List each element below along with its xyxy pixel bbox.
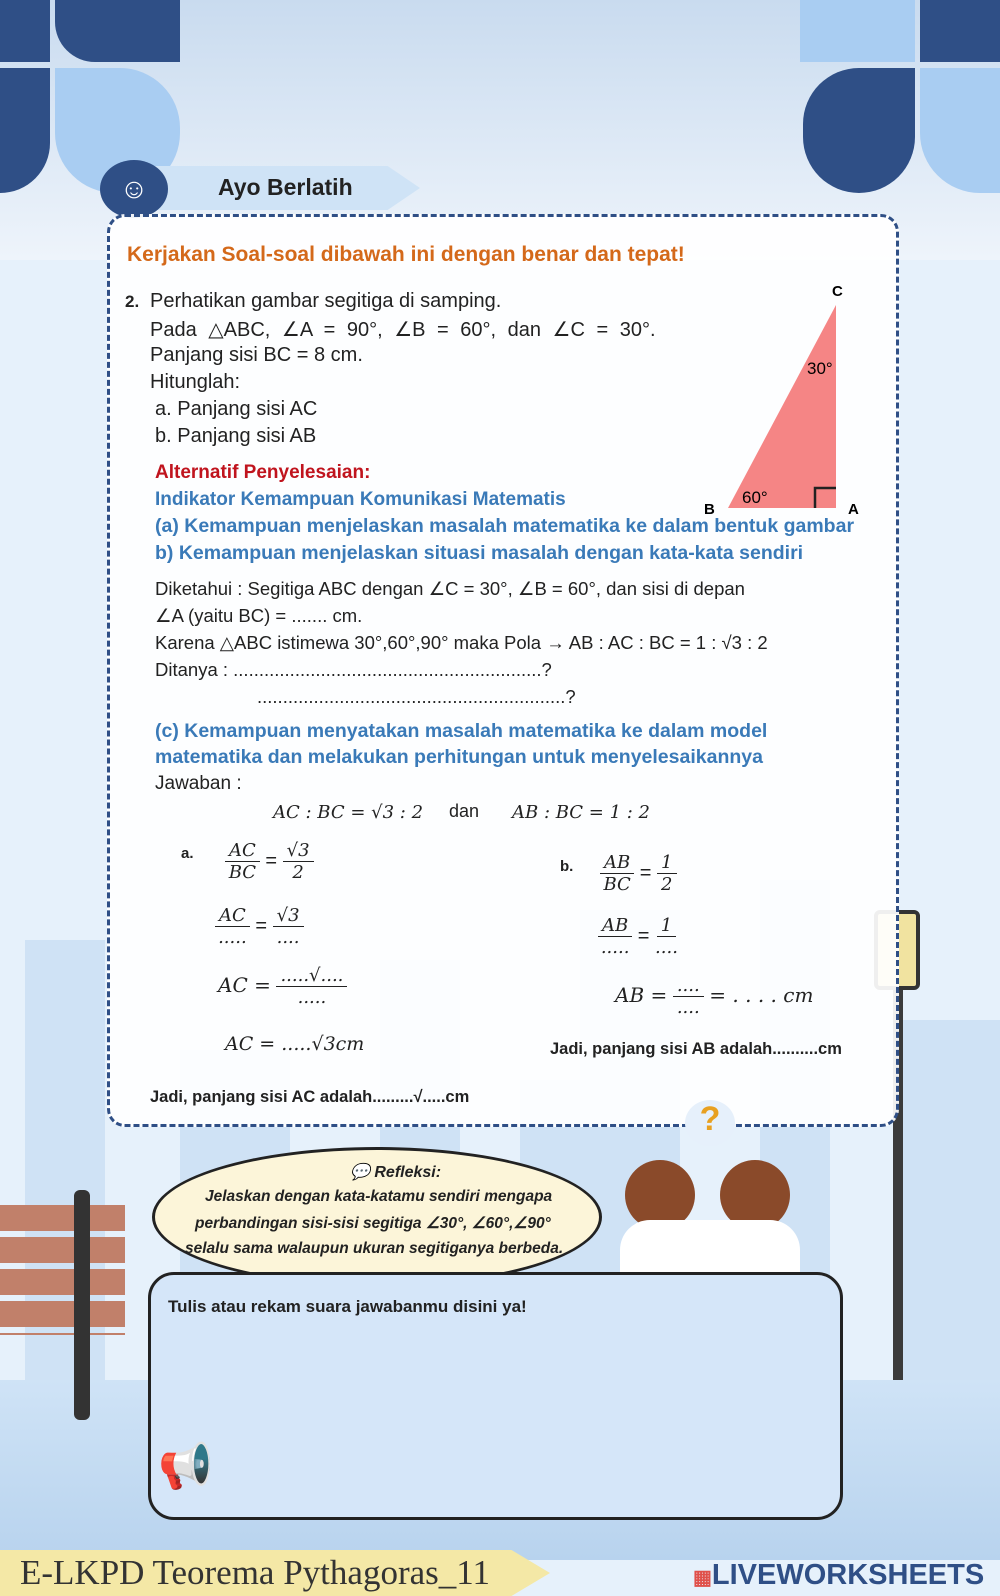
- question-mark-icon: ?: [685, 1100, 735, 1146]
- equation-a-result: AC = .....√3cm: [225, 1033, 365, 1055]
- solution-title: Alternatif Penyelesaian:: [155, 462, 371, 483]
- ditanya-line: Ditanya : ............................................................?: [155, 659, 552, 680]
- decor-corner: [55, 0, 180, 62]
- liveworksheets-logo[interactable]: ▦LIVEWORKSHEETS: [693, 1559, 985, 1591]
- chat-icon: 💬: [350, 1164, 370, 1181]
- question-line: Hitunglah:: [150, 371, 241, 393]
- part-b-label: b.: [560, 858, 574, 875]
- decor-corner: [0, 0, 50, 62]
- vertex-c: C: [832, 283, 843, 300]
- question-line: Panjang sisi BC = 8 cm.: [150, 344, 363, 366]
- question-line: Perhatikan gambar segitiga di samping.: [150, 290, 502, 312]
- equation-b3: AB = $\frac{....}{....}$ = . . . . cm: [615, 975, 814, 1018]
- bench-post: [74, 1190, 90, 1420]
- diketahui-line: Diketahui : Segitiga ABC dengan ∠C = 30°, ∠B = 60°, dan sisi di depan: [155, 578, 745, 599]
- indicator-title: Indikator Kemampuan Komunikasi Matematis: [155, 489, 566, 510]
- reflection-line: selalu sama walaupun ukuran segitiganya berbeda.: [185, 1240, 564, 1257]
- jawaban-label: Jawaban :: [155, 773, 242, 794]
- vertex-a: A: [848, 501, 859, 518]
- question-line: Pada △ABC, ∠A = 90°, ∠B = 60°, dan ∠C = 30°.: [150, 319, 656, 341]
- decor-corner: [803, 68, 915, 193]
- question-item: b. Panjang sisi AB: [155, 425, 317, 447]
- conclusion-ab: Jadi, panjang sisi AB adalah..........cm: [550, 1040, 842, 1058]
- ditanya-line: ............................................................?: [257, 686, 576, 707]
- logo-icon: ▦: [693, 1567, 712, 1589]
- reflection-line: Jelaskan dengan kata-katamu sendiri mengapa: [205, 1188, 553, 1205]
- megaphone-icon[interactable]: 📢: [158, 1442, 213, 1491]
- equation-a2: $\frac{AC}{.....}$ = $\frac{√3}{....}$: [215, 905, 304, 948]
- teacher-avatar-icon: ☺: [100, 160, 168, 218]
- decor-corner: [800, 0, 915, 62]
- ratio-ab-bc: AB : BC = 1 : 2: [512, 802, 651, 823]
- equation-a1: $\frac{AC}{BC}$ = $\frac{√3}{2}$: [225, 840, 314, 883]
- equation-a3: AC = $\frac{.....√....}{.....}$: [218, 965, 347, 1008]
- question-number: 2.: [125, 292, 140, 311]
- equation-b2: $\frac{AB}{.....}$ = $\frac{1}{....}$: [598, 915, 678, 958]
- vertex-b: B: [704, 501, 715, 518]
- triangle-figure: [690, 280, 870, 520]
- triangle-abc: [728, 305, 836, 508]
- pattern-line: Karena △ABC istimewa 30°,60°,90° maka Pola → AB : AC : BC = 1 : √3 : 2: [155, 632, 768, 653]
- angle-c-label: 30°: [807, 359, 833, 378]
- conclusion-ac: Jadi, panjang sisi AC adalah.........√.....cm: [150, 1088, 470, 1106]
- students-illustration: [620, 1100, 800, 1290]
- instruction: Kerjakan Soal-soal dibawah ini dengan benar dan tepat!: [127, 243, 685, 266]
- diketahui-line: ∠A (yaitu BC) = ....... cm.: [155, 605, 363, 626]
- indicator-b: b) Kemampuan menjelaskan situasi masalah dengan kata-kata sendiri: [155, 542, 804, 564]
- reflection-title: 💬 Refleksi:: [350, 1164, 442, 1181]
- dan-label: dan: [449, 801, 480, 821]
- bench: [0, 1205, 125, 1335]
- indicator-a: (a) Kemampuan menjelaskan masalah matematika ke dalam bentuk gambar: [155, 515, 855, 537]
- reflection-line: perbandingan sisi-sisi segitiga ∠30°, ∠60°,∠90°: [195, 1215, 551, 1232]
- answer-prompt: Tulis atau rekam suara jawabanmu disini ya!: [168, 1297, 527, 1316]
- question-item: a. Panjang sisi AC: [155, 398, 318, 420]
- ratio-ac-bc: AC : BC = √3 : 2: [273, 802, 424, 823]
- part-a-label: a.: [181, 845, 194, 862]
- indicator-c: (c) Kemampuan menyatakan masalah matematika ke dalam model: [155, 720, 768, 742]
- decor-corner: [920, 0, 1000, 62]
- footer-title: E-LKPD Teorema Pythagoras_11: [20, 1553, 490, 1592]
- section-title: Ayo Berlatih: [218, 174, 353, 200]
- equation-b1: $\frac{AB}{BC}$ = $\frac{1}{2}$: [600, 852, 677, 895]
- angle-b-label: 60°: [742, 488, 768, 507]
- indicator-c: matematika dan melakukan perhitungan untuk menyelesaikannya: [155, 746, 763, 768]
